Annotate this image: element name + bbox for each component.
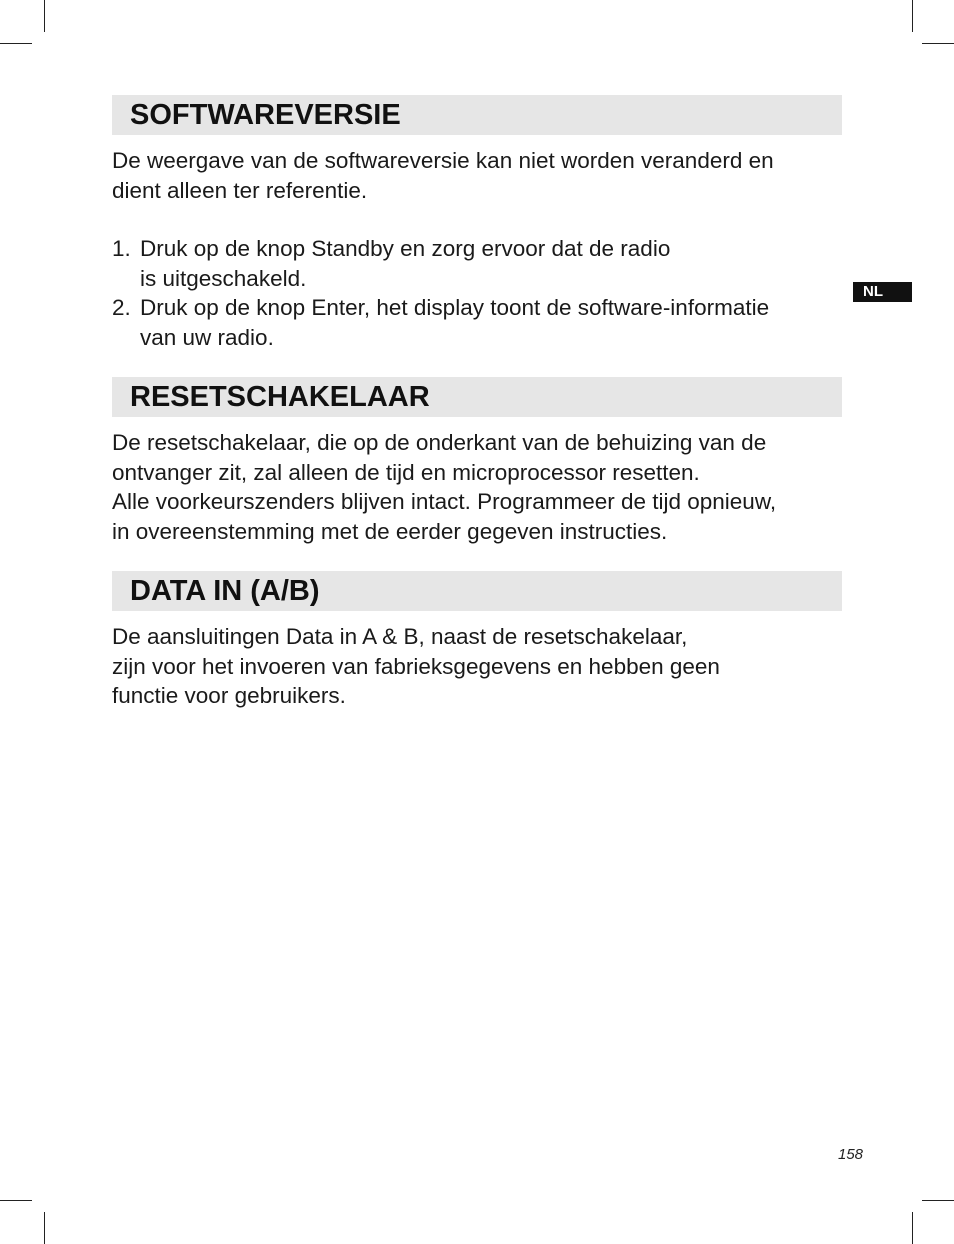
language-tab: NL <box>853 282 912 302</box>
text-line: Druk op de knop Standby en zorg ervoor dat de radio <box>140 236 671 261</box>
section-heading-data-in: DATA IN (A/B) <box>112 571 842 611</box>
crop-mark <box>922 43 954 44</box>
crop-mark <box>44 1212 45 1244</box>
text-line: is uitgeschakeld. <box>140 265 307 291</box>
text-line: zijn voor het invoeren van fabrieksgegevens en hebben geen <box>112 653 720 679</box>
text-line: De weergave van de softwareversie kan niet worden veranderd en <box>112 148 774 173</box>
step-number: 2. <box>112 295 131 320</box>
crop-mark <box>0 43 32 44</box>
crop-mark <box>922 1200 954 1201</box>
resetschakelaar-text <box>112 428 847 546</box>
softwareversie-intro <box>112 146 847 205</box>
step-number: 1. <box>112 236 131 261</box>
text-line: functie voor gebruikers. <box>112 683 346 708</box>
crop-mark <box>0 1200 32 1201</box>
crop-mark <box>44 0 45 32</box>
data-in-text <box>112 622 847 711</box>
section-heading-softwareversie: SOFTWAREVERSIE <box>112 95 842 135</box>
text-line: Druk op de knop Enter, het display toont de software-informatie <box>140 295 770 320</box>
crop-mark <box>912 0 913 32</box>
text-line: in overeenstemming met de eerder gegeven instructies. <box>112 518 668 544</box>
text-line: van uw radio. <box>140 324 274 350</box>
text-line: Alle voorkeurszenders blijven intact. Programmeer de tijd opnieuw, <box>112 489 777 514</box>
page-number: 158 <box>838 1146 864 1163</box>
text-line: ontvanger zit, zal alleen de tijd en microprocessor resetten. <box>112 459 700 485</box>
text-line: De aansluitingen Data in A & B, naast de resetschakelaar, <box>112 624 688 649</box>
crop-mark <box>912 1212 913 1244</box>
text-line: De resetschakelaar, die op de onderkant van de behuizing van de <box>112 430 767 455</box>
section-heading-resetschakelaar: RESETSCHAKELAAR <box>112 377 842 417</box>
text-line: dient alleen ter referentie. <box>112 177 368 203</box>
list-item <box>112 234 847 293</box>
list-item <box>112 293 847 352</box>
softwareversie-steps <box>112 234 847 352</box>
